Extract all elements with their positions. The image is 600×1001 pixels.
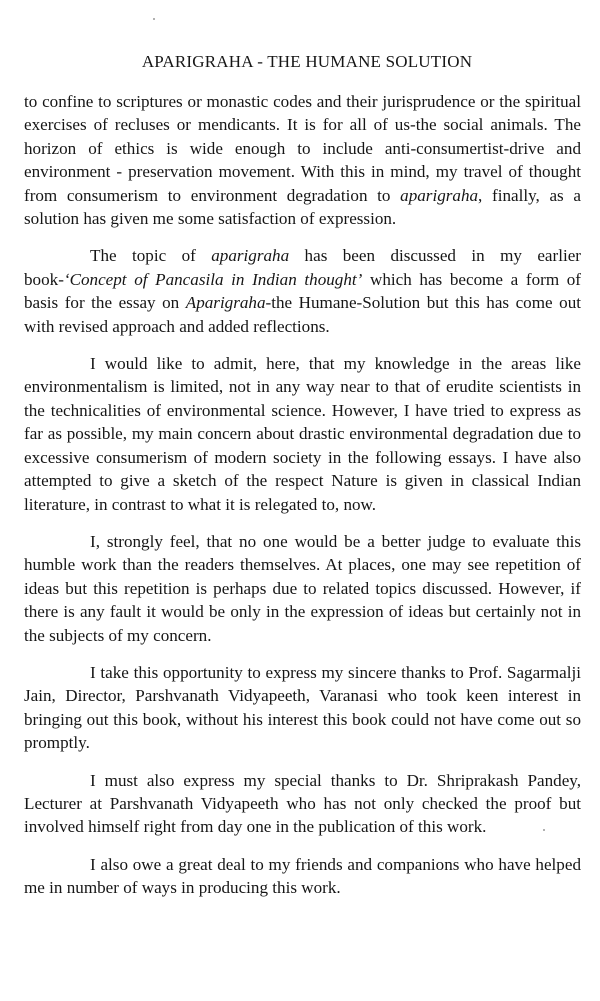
running-header: APARIGRAHA - THE HUMANE SOLUTION: [141, 52, 473, 71]
paragraph-1-segment-3: , finally, as a solution has given me some satisfaction of expression.: [24, 185, 581, 229]
paragraph-3: [24, 352, 581, 516]
body-text: [24, 90, 581, 914]
paragraph-7: [24, 853, 581, 900]
paragraph-2-segment-5: which has become a form of basis for the essay on: [24, 269, 582, 313]
paragraph-6-segment-1: I must also express my special thanks to Dr. Shriprakash Pandey, Lecturer at Parshvanath Vidyapeeth who has not only checked the proof but involved himself right from day one in the publication of this work.: [24, 770, 581, 837]
paragraph-3-segment-1: I would like to admit, here, that my knowledge in the areas like environmentalism is limited, not in any way near to that of erudite scientists in the technicalities of environmental science. However, I have tried to express as far as possible, my main concern about drastic environmental degradation due to excessive consumerism of modern society in the following essays. I have also attempted to give a sketch of the respect Nature is given in classical Indian literature, in contrast to what it is relegated to, now.: [24, 354, 581, 514]
paragraph-2-segment-7: -the Humane-Solution but this has come out with revised approach and added reflections.: [24, 293, 581, 336]
paragraph-6: [24, 769, 581, 839]
paragraph-4-segment-1: I, strongly feel, that no one would be a better judge to evaluate this humble work than the readers themselves. At places, one may see repetition of ideas but this repetition is perhaps due to related topics discussed. However, if there is any fault it would be only in the expression of ideas but certainly not in the subjects of my concern.: [24, 531, 581, 645]
paragraph-4: [24, 530, 581, 647]
scan-speck: [153, 18, 155, 20]
paragraph-7-segment-1: I also owe a great deal to my friends and companions who have helped me in number of ways in producing this work.: [24, 854, 581, 898]
paragraph-2-segment-3: has been discussed in my earlier book-: [24, 246, 581, 289]
paragraph-2-segment-4: ‘Concept of Pancasila in Indian thought’: [63, 269, 363, 289]
paragraph-2: [24, 244, 581, 338]
paragraph-1: [24, 90, 581, 230]
paragraph-2-segment-1: The topic of: [90, 246, 212, 266]
scan-speck: [543, 829, 545, 831]
paragraph-2-segment-6: Aparigraha: [185, 293, 266, 313]
paragraph-2-segment-2: aparigraha: [211, 246, 290, 266]
paragraph-1-segment-2: aparigraha: [400, 185, 479, 205]
paragraph-5: [24, 661, 581, 755]
paragraph-1-segment-1: to confine to scriptures or monastic codes and their jurisprudence or the spiritual exercises of recluses or mendicants. It is for all of us-the social animals. The horizon of ethics is wide enough to include anti-consumertist-drive and environment - preservation movement. With this in mind, my travel of thought from consumerism to environment degradation to: [24, 92, 581, 205]
paragraph-5-segment-1: I take this opportunity to express my sincere thanks to Prof. Sagarmalji Jain, Director, Parshvanath Vidyapeeth, Varanasi who took keen interest in bringing out this book, without his interest this book could not have come out so promptly.: [24, 662, 581, 753]
